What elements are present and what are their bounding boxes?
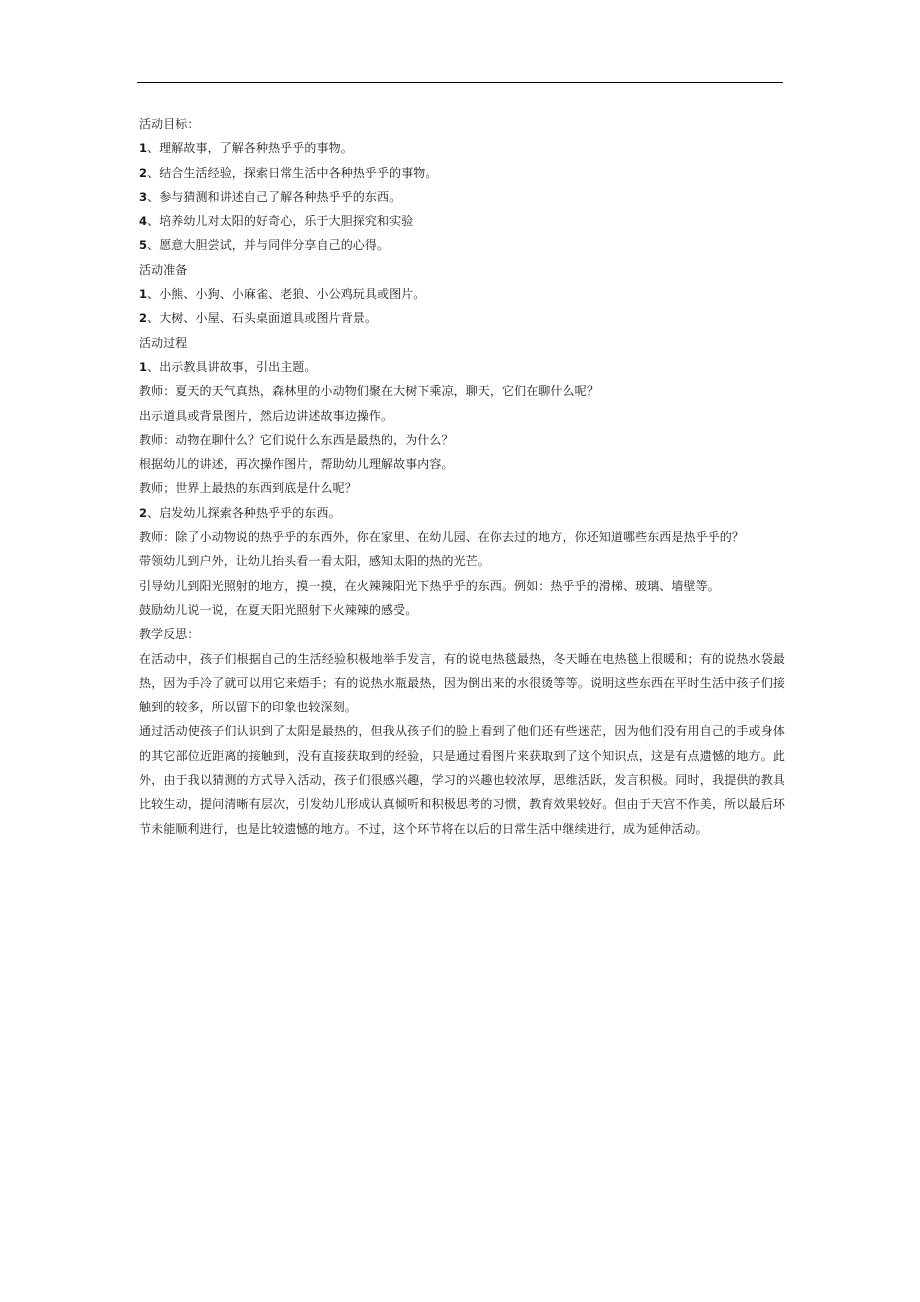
heading-activity-process: 活动过程 [139,335,188,350]
document-body [139,112,785,841]
process-line: 引导幼儿到阳光照射的地方，摸一摸，在火辣辣阳光下热乎乎的东西。例如：热乎乎的滑梯、玻璃、墙壁等。 [139,578,720,593]
process-line: 教师：夏天的天气真热，森林里的小动物们聚在大树下乘凉，聊天，它们在聊什么呢？ [139,384,599,399]
heading-teaching-reflection: 教学反思： [139,627,200,642]
process-line: 带领幼儿到户外，让幼儿抬头看一看太阳，感知太阳的热的光芒。 [139,554,490,569]
process-line: 出示道具或背景图片，然后边讲述故事边操作。 [139,408,394,423]
heading-activity-prep: 活动准备 [139,262,188,277]
header-rule [137,82,783,83]
goal-item: 5、愿意大胆尝试，并与同伴分享自己的心得。 [139,238,390,253]
goal-item: 4、培养幼儿对太阳的好奇心，乐于大胆探究和实验 [139,214,414,229]
prep-item: 1、小熊、小狗、小麻雀、老狼、小公鸡玩具或图片。 [139,287,426,302]
goal-item: 1、理解故事，了解各种热乎乎的事物。 [139,141,353,156]
goal-item: 3、参与猜测和讲述自己了解各种热乎乎的东西。 [139,189,402,204]
heading-activity-goals: 活动目标： [139,117,200,131]
reflection-paragraph: 通过活动使孩子们认识到了太阳是最热的，但我从孩子们的脸上看到了他们还有些迷茫，因为他们没有用自己的手或身体的其它部位近距离的接触到，没有直接获取到的经验，只是通过看图片来获取到了这个知识点，这是有点遗憾的地方。此外，由于我以猜测的方式导入活动，孩子们很感兴趣，学习的兴趣也较浓厚，思维活跃，发言积极。同时，我提供的教具比较生动，提问清晰有层次，引发幼儿形成认真倾听和积极思考的习惯，教育效果较好。但由于天宫不作美，所以最后环节未能顺利进行，也是比较遗憾的地方。不过，这个环节将在以后的日常生活中继续进行，成为延伸活动。 [139,724,785,836]
process-line: 教师；世界上最热的东西到底是什么呢？ [139,481,357,496]
prep-item: 2、大树、小屋、石头桌面道具或图片背景。 [139,311,378,326]
reflection-paragraph: 在活动中，孩子们根据自己的生活经验积极地举手发言，有的说电热毯最热，冬天睡在电热毯上很暖和；有的说热水袋最热，因为手冷了就可以用它来焐手；有的说热水瓶最热，因为倒出来的水很烫等等。说明这些东西在平时生活中孩子们接触到的较多，所以留下的印象也较深刻。 [139,651,785,715]
goal-item: 2、结合生活经验，探索日常生活中各种热乎乎的事物。 [139,165,438,180]
process-line: 教师：除了小动物说的热乎乎的东西外，你在家里、在幼儿园、在你去过的地方，你还知道哪些东西是热乎乎的？ [139,530,745,545]
process-line: 根据幼儿的讲述，再次操作图片，帮助幼儿理解故事内容。 [139,457,454,472]
process-line: 鼓励幼儿说一说，在夏天阳光照射下火辣辣的感受。 [139,602,418,617]
process-step-2: 2、启发幼儿探索各种热乎乎的东西。 [139,505,341,520]
process-line: 教师：动物在聊什么？它们说什么东西是最热的，为什么？ [139,432,454,447]
process-step-1: 1、出示教具讲故事，引出主题。 [139,359,317,374]
